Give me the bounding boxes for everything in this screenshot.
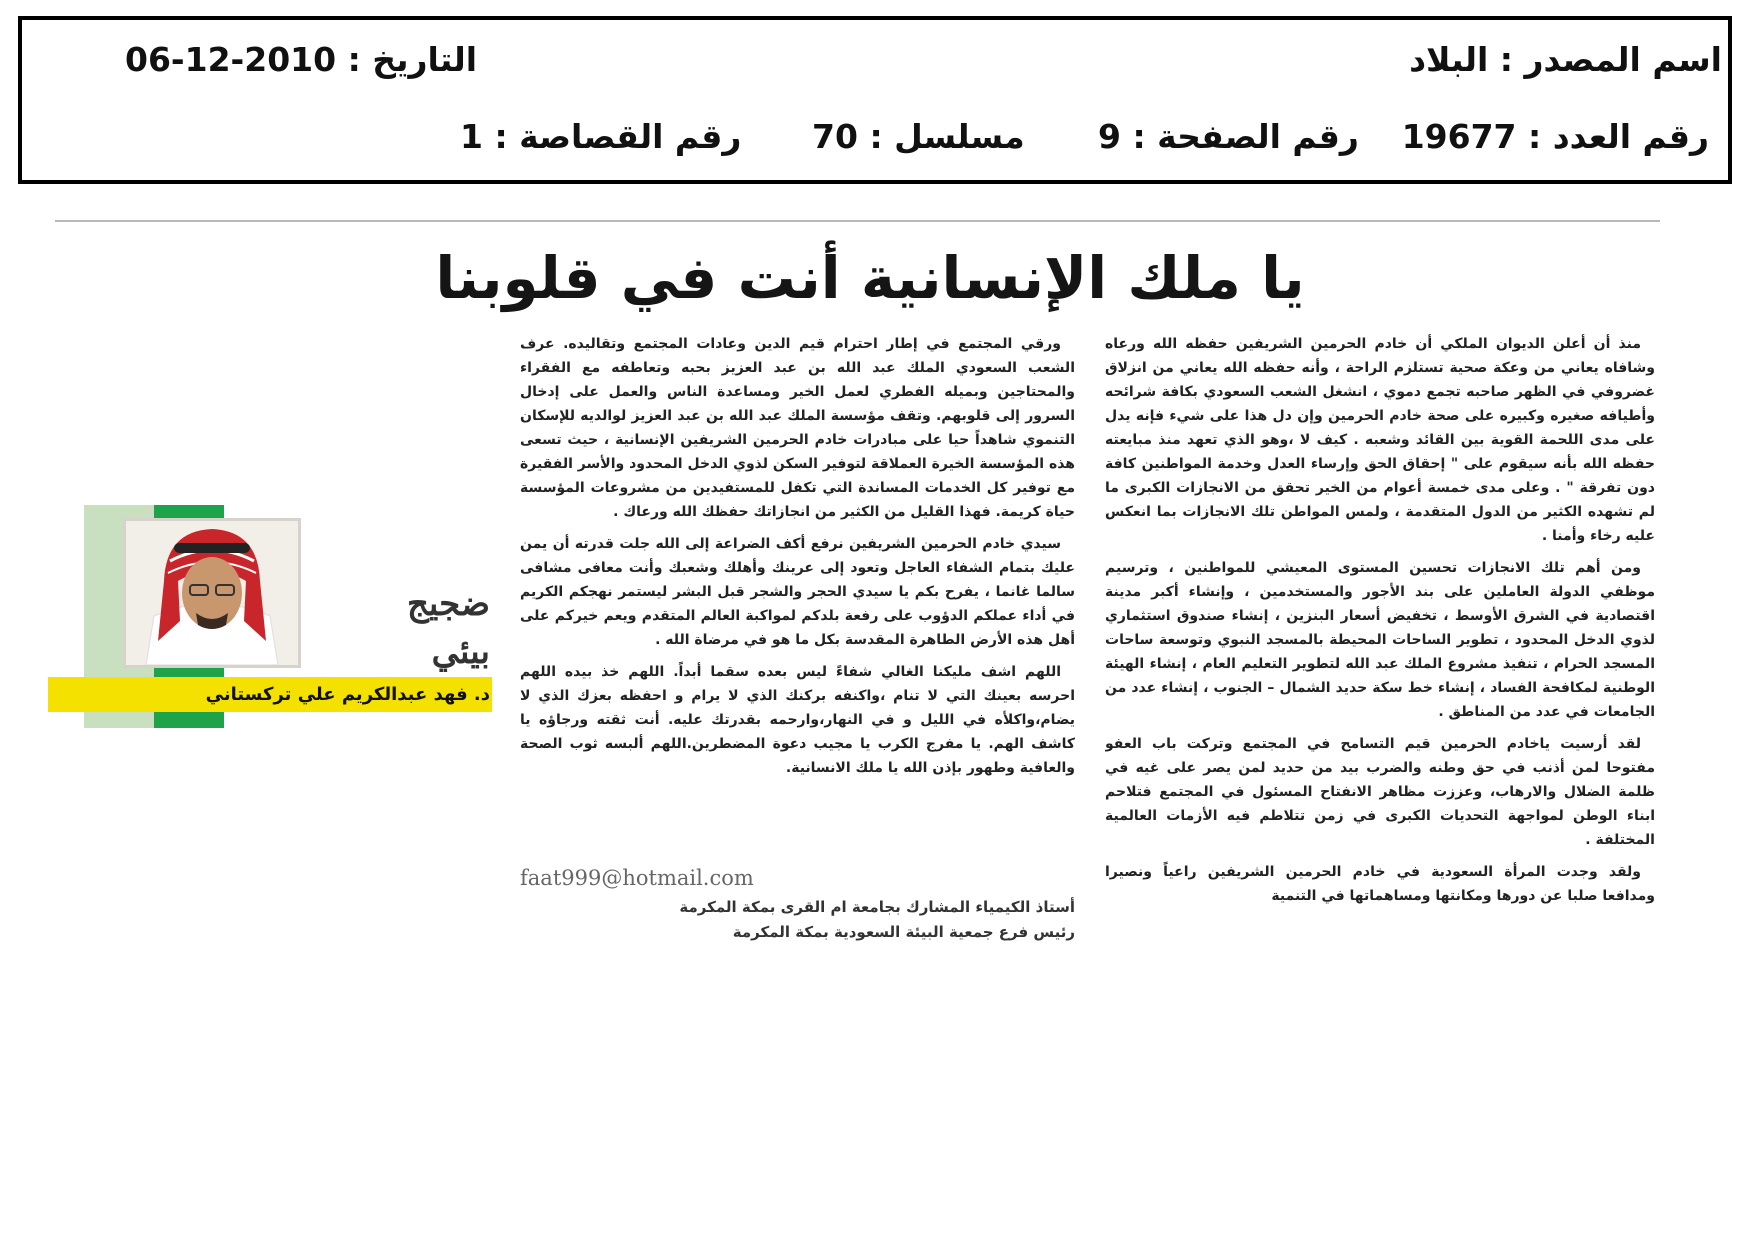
paragraph: اللهم اشف مليكنا الغالي شفاءً ليس بعده سقما أبداً. اللهم خذ بيده اللهم احرسه بعينك التي لا تنام ،واكنفه بركنك الذي لا يرام و احفظه بعزك الذي لا يضام،واكلأه في الليل و في النهار،وارحمه بقدرتك عليه. أنت ثقته ورجاؤه يا كاشف الهم. يا مفرج الكرب يا مجيب دعوة المضطرين.اللهم ألبسه ثوب الصحة والعافية وطهور بإذن الله يا ملك الانسانية.: [520, 664, 1075, 776]
page-field: رقم الصفحة : 9: [1098, 117, 1359, 156]
date-field: التاريخ : 06-12-2010: [125, 40, 478, 79]
author-photo: [123, 518, 301, 668]
author-credit-2: رئيس فرع جمعية البيئة السعودية بمكة المكرمة: [732, 923, 1075, 941]
page-value: 9: [1098, 117, 1121, 156]
issue-value: 19677: [1401, 117, 1517, 156]
issue-field: رقم العدد : 19677: [1401, 117, 1709, 156]
article-column-right: [1105, 332, 1655, 940]
paragraph: ومن أهم تلك الانجازات تحسين المستوى المعيشي للمواطنين ، وترسيم موظفي الدولة العاملين على بند الأجور والمستخدمين ، وإنشاء أكبر مدينة اقتصادية في الشرق الأوسط ، تخفيض أسعار البنزين ، إنشاء صندوق استثماري لذوي الدخل المحدود ، تطوير الساحات المحيطة بالمسجد النبوي وتوسعة ساحات المسجد الحرام ، تنفيذ مشروع الملك عبد الله لتطوير التعليم العام ، إنشاء الهيئة الوطنية لمكافحة الفساد ، إنشاء خط سكة حديد الشمال – الجنوب ، إنشاء عدد من الجامعات في عدد من المناطق .: [1105, 560, 1655, 720]
paragraph: سيدي خادم الحرمين الشريفين نرفع أكف الضراعة إلى الله جلت قدرته أن يمن عليك بتمام الشفاء العاجل وتعود إلى عرينك وأهلك وشعبك وأنت معافى مشافى سالما غانما ، يفرح بكم يا سيدي الحجر والشجر قبل البشر ليستمر نهجكم الكريم في أداء عملكم الدؤوب على رفعة بلدكم لمواكبة العالم المتقدم ويعم خيركم على أهل هذه الأرض الطاهرة المقدسة بكل ما هو في مرضاة الله .: [520, 536, 1075, 648]
author-email: faat999@hotmail.com: [520, 866, 754, 890]
paragraph: منذ أن أعلن الديوان الملكي أن خادم الحرمين الشريفين حفظه الله ورعاه وشافاه يعاني من وعكة صحية تستلزم الراحة ، وأنه حفظه الله يعاني من انزلاق غضروفي في الظهر صاحبه تجمع دموي ، انشغل الشعب السعودي بكافة شرائحه وأطيافه صغيره وكبيره على صحة خادم الحرمين وإن دل هذا على شيء فإنه يدل على مدى اللحمة القوية بين القائد وشعبه . كيف لا ،وهو الذي تعهد منذ مبايعته حفظه الله بأنه سيقوم على " إحقاق الحق وإرساء العدل وخدمة المواطنين كافة دون تفرقة " . وعلى مدى خمسة أعوام من الخير تحقق من الانجازات الكبرى ما لم تشهده الكثير من الدول المتقدمة ، ولمس المواطن تلك الانجازات بما انعكس عليه رخاء وأمنا .: [1105, 336, 1655, 544]
article-headline: يا ملك الإنسانية أنت في قلوبنا: [435, 244, 1305, 312]
article-column-middle: [520, 332, 1075, 852]
divider: [55, 220, 1660, 222]
clip-value: 1: [460, 117, 483, 156]
source-field: اسم المصدر : البلاد: [1409, 40, 1722, 79]
author-name: د. فهد عبدالكريم علي تركستاني: [205, 684, 490, 705]
author-credit-1: أستاذ الكيمياء المشارك بجامعة ام القرى بمكة المكرمة: [679, 898, 1075, 916]
serial-field: مسلسل : 70: [812, 117, 1025, 156]
paragraph: ورقي المجتمع في إطار احترام قيم الدين وعادات المجتمع وتقاليده. عرف الشعب السعودي الملك عبد الله بن عبد العزيز بحبه وتعاطفه مع الفقراء والمحتاجين وبميله الفطري لعمل الخير ومساعدة الناس والعمل على إدخال السرور إلى قلوبهم. وتقف مؤسسة الملك عبد الله بن عبد العزيز لوالديه للإسكان التنموي شاهداً حيا على مبادرات خادم الحرمين الشريفين الإنسانية ، حيث تسعى هذه المؤسسة الخيرة العملاقة لتوفير السكن لذوي الدخل المحدود والأسر الفقيرة مع توفير كل الخدمات المساندة التي تكفل للمستفيدين من مشروعات المؤسسة حياة كريمة. فهذا القليل من الكثير من انجازاتك حفظك الله ورعاك .: [520, 336, 1075, 520]
column-name: ضجيج بيئي: [406, 584, 490, 672]
paragraph: لقد أرسيت ياخادم الحرمين قيم التسامح في المجتمع وتركت باب العفو مفتوحا لمن أذنب في حق وطنه والضرب بيد من حديد لمن يصر على غيه في ظلمة الضلال والارهاب، وعززت مظاهر الانفتاح المسئول في المجتمع فتلاحم ابناء الوطن لمواجهة التحديات الكبرى في زمن تتلاطم فيه الأزمات العالمية المختلفة .: [1105, 736, 1655, 848]
paragraph: ولقد وجدت المرأة السعودية في خادم الحرمين الشريفين راعياً ونصيرا ومدافعا صلبا عن دورها ومكانتها ومساهماتها في التنمية: [1105, 864, 1655, 904]
clip-field: رقم القصاصة : 1: [460, 117, 742, 156]
date-value: 06-12-2010: [125, 40, 337, 79]
serial-value: 70: [812, 117, 858, 156]
